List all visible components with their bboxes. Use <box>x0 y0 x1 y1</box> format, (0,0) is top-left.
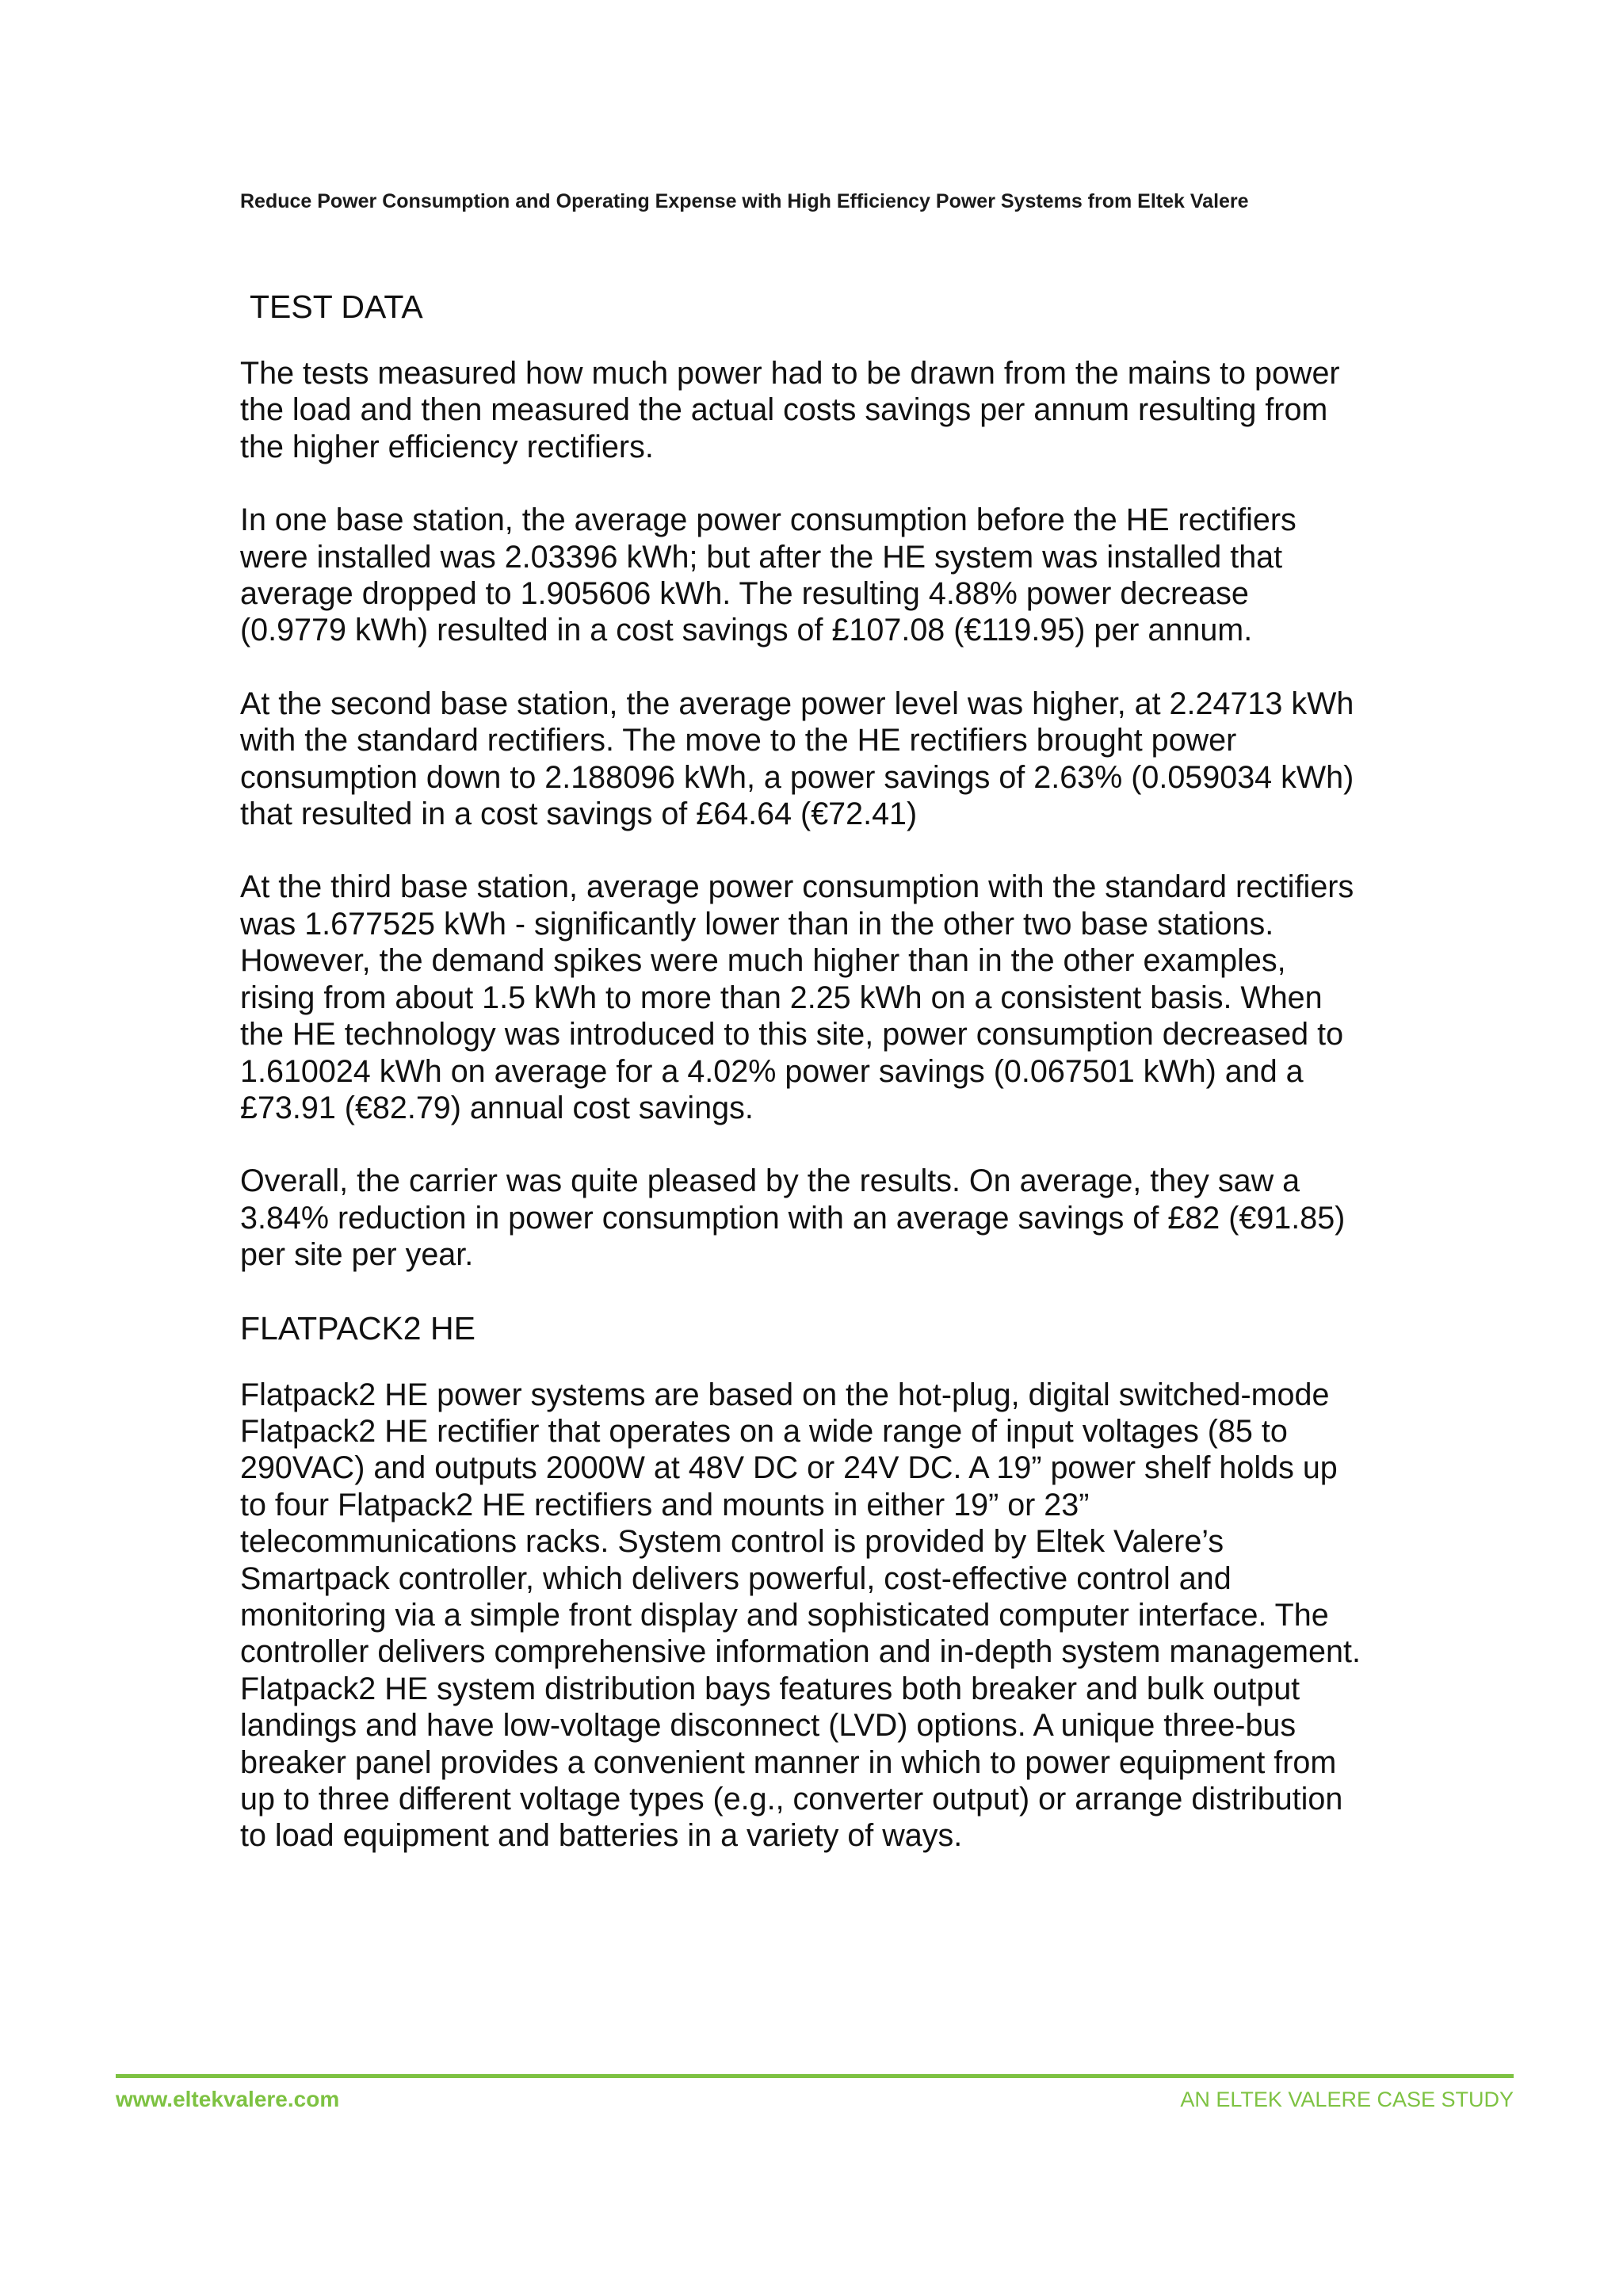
text-line: was 1.677525 kWh - significantly lower than in the other two base stations. <box>240 906 1274 942</box>
paragraph-first-base-station <box>240 502 1397 649</box>
text-line: the HE technology was introduced to this site, power consumption decreased to <box>240 1017 1344 1052</box>
text-line: telecommunications racks. System control is provided by Eltek Valere’s <box>240 1524 1224 1560</box>
paragraph-test-intro <box>240 355 1397 465</box>
text-line: Flatpack2 HE system distribution bays features both breaker and bulk output <box>240 1671 1300 1706</box>
text-line: rising from about 1.5 kWh to more than 2.25 kWh on a consistent basis. When <box>240 980 1323 1015</box>
text-line: that resulted in a cost savings of £64.64 (€72.41) <box>240 797 918 832</box>
footer-website-link[interactable]: www.eltekvalere.com <box>116 2087 340 2111</box>
footer-case-study-label: AN ELTEK VALERE CASE STUDY <box>1180 2088 1514 2111</box>
text-line: 1.610024 kWh on average for a 4.02% power savings (0.067501 kWh) and a <box>240 1053 1304 1089</box>
text-line: with the standard rectifiers. The move to the HE rectifiers brought power <box>240 723 1237 758</box>
paragraph-overall-results <box>240 1163 1397 1273</box>
footer-divider <box>116 2074 1514 2078</box>
paragraph-third-base-station <box>240 869 1397 1126</box>
document-body <box>240 288 1397 1891</box>
text-line: up to three different voltage types (e.g., converter output) or arrange distribution <box>240 1782 1343 1817</box>
text-line: were installed was 2.03396 kWh; but after the HE system was installed that <box>240 539 1283 575</box>
paragraph-second-base-station <box>240 686 1397 833</box>
text-line: controller delivers comprehensive information and in-depth system management. <box>240 1634 1361 1670</box>
text-line: landings and have low-voltage disconnect (LVD) options. A unique three-bus <box>240 1708 1296 1744</box>
text-line: Flatpack2 HE rectifier that operates on a wide range of input voltages (85 to <box>240 1413 1288 1449</box>
running-header-title: Reduce Power Consumption and Operating Expense with High Efficiency Power Systems from Eltek Valere <box>240 190 1249 212</box>
text-line: the higher efficiency rectifiers. <box>240 429 654 464</box>
text-line: At the second base station, the average power level was higher, at 2.24713 kWh <box>240 686 1354 721</box>
section-heading-flatpack2-he: FLATPACK2 HE <box>240 1309 475 1347</box>
text-line: the load and then measured the actual costs savings per annum resulting from <box>240 392 1328 428</box>
text-line: per site per year. <box>240 1237 474 1273</box>
text-line: £73.91 (€82.79) annual cost savings. <box>240 1090 754 1125</box>
text-line: Overall, the carrier was quite pleased by the results. On average, they saw a <box>240 1163 1300 1199</box>
paragraph-flatpack2-description <box>240 1377 1397 1855</box>
text-line: average dropped to 1.905606 kWh. The resulting 4.88% power decrease <box>240 576 1249 612</box>
text-line: 290VAC) and outputs 2000W at 48V DC or 24V DC. A 19” power shelf holds up <box>240 1450 1338 1486</box>
text-line: Smartpack controller, which delivers powerful, cost-effective control and <box>240 1561 1232 1596</box>
text-line: However, the demand spikes were much higher than in the other examples, <box>240 943 1286 979</box>
text-line: The tests measured how much power had to be drawn from the mains to power <box>240 356 1340 391</box>
text-line: In one base station, the average power consumption before the HE rectifiers <box>240 502 1296 538</box>
text-line: (0.9779 kWh) resulted in a cost savings of £107.08 (€119.95) per annum. <box>240 613 1253 648</box>
text-line: consumption down to 2.188096 kWh, a power savings of 2.63% (0.059034 kWh) <box>240 759 1354 795</box>
text-line: to load equipment and batteries in a variety of ways. <box>240 1818 963 1854</box>
text-line: 3.84% reduction in power consumption with an average savings of £82 (€91.85) <box>240 1200 1346 1236</box>
text-line: At the third base station, average power consumption with the standard rectifiers <box>240 869 1354 905</box>
text-line: breaker panel provides a convenient manner in which to power equipment from <box>240 1744 1337 1780</box>
section-heading-test-data: TEST DATA <box>250 288 423 325</box>
text-line: to four Flatpack2 HE rectifiers and mounts in either 19” or 23” <box>240 1487 1090 1522</box>
text-line: Flatpack2 HE power systems are based on the hot-plug, digital switched-mode <box>240 1377 1330 1412</box>
text-line: monitoring via a simple front display and sophisticated computer interface. The <box>240 1597 1329 1633</box>
